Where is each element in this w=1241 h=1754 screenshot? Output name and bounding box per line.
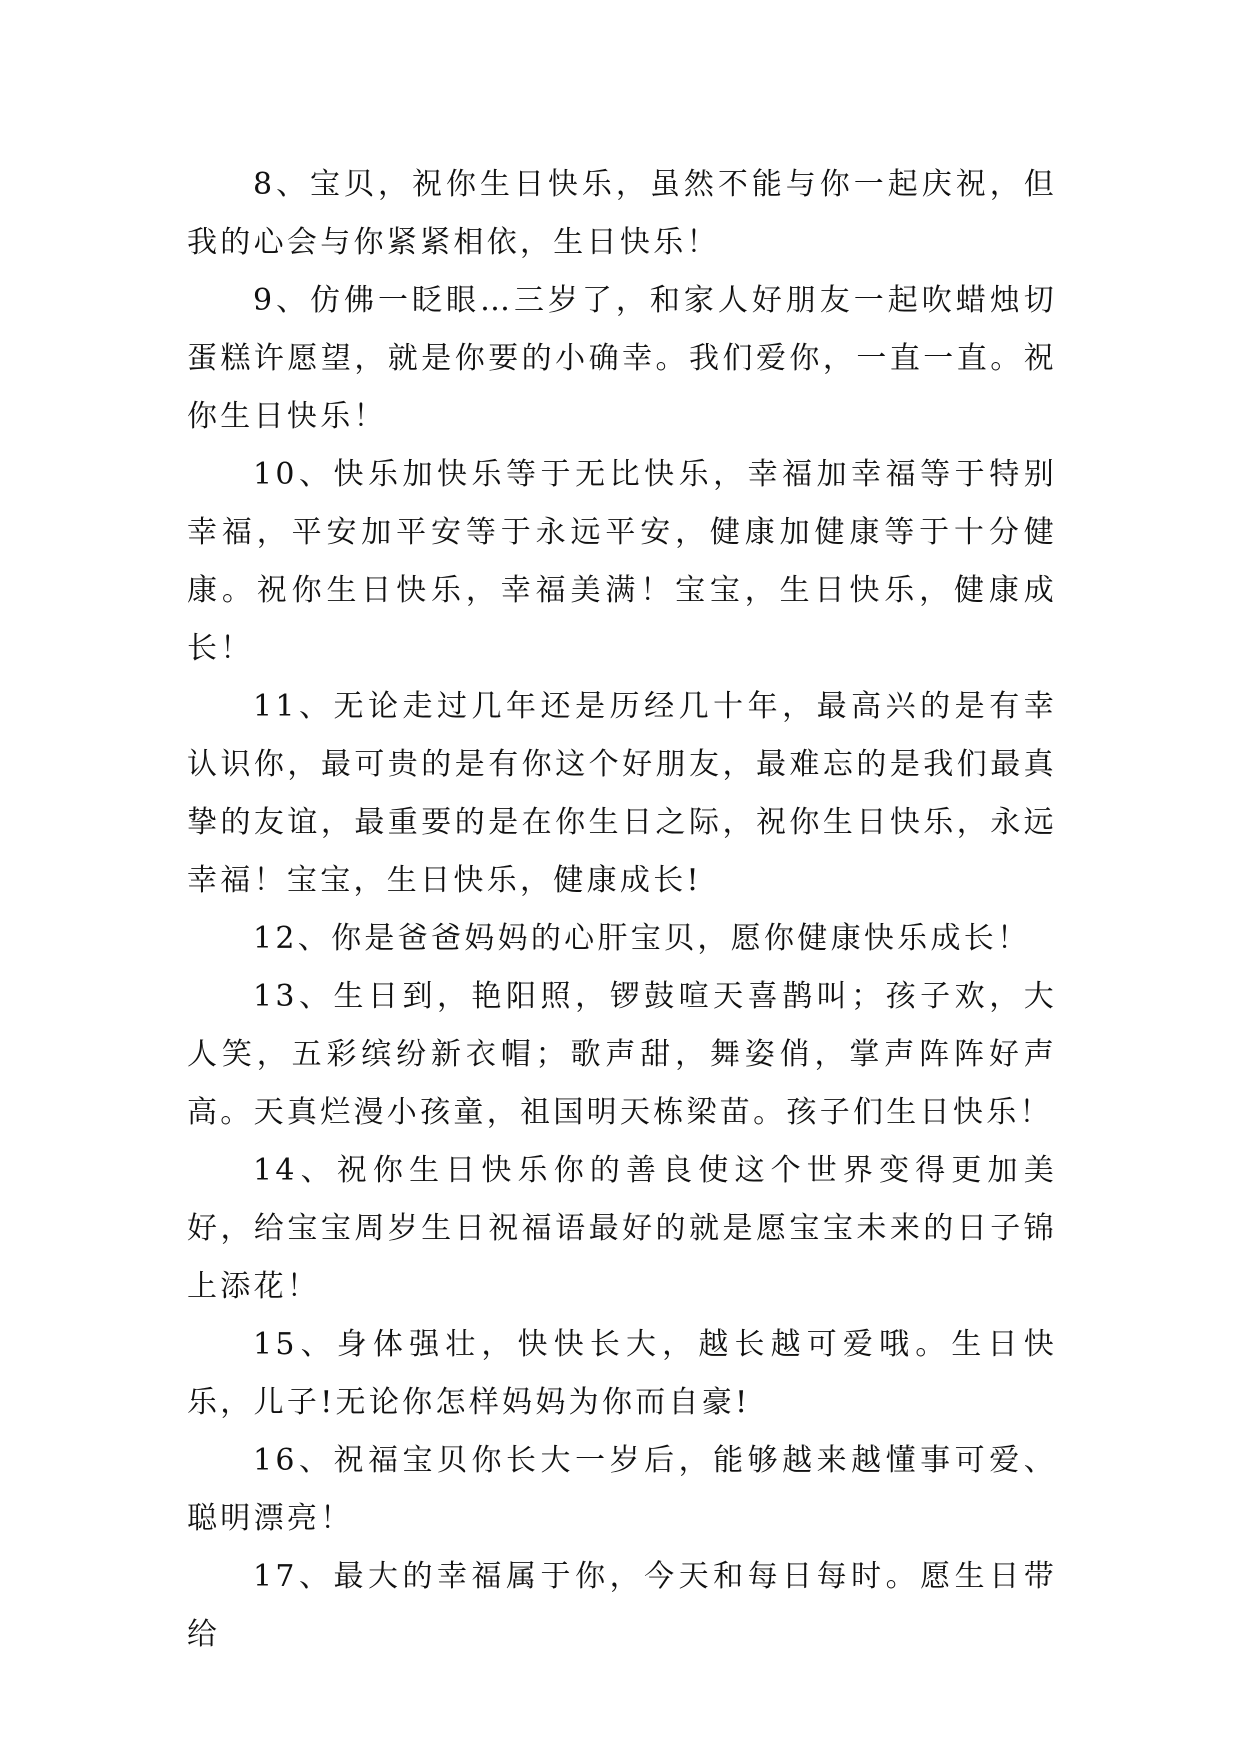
paragraph-item-8: 8、宝贝，祝你生日快乐，虽然不能与你一起庆祝，但我的心会与你紧紧相依，生日快乐！ [187, 167, 1057, 260]
paragraph-item-15: 15、身体强壮，快快长大，越长越可爱哦。生日快乐，儿子!无论你怎样妈妈为你而自豪! [187, 1327, 1057, 1420]
paragraph-item-9: 9、仿佛一眨眼…三岁了，和家人好朋友一起吹蜡烛切蛋糕许愿望，就是你要的小确幸。我们爱你，一直一直。祝你生日快乐！ [187, 283, 1057, 434]
paragraph-item-12: 12、你是爸爸妈妈的心肝宝贝，愿你健康快乐成长！ [253, 921, 1031, 956]
paragraph-item-14: 14、祝你生日快乐你的善良使这个世界变得更加美好，给宝宝周岁生日祝福语最好的就是愿宝宝未来的日子锦上添花！ [187, 1153, 1057, 1304]
paragraph-item-17: 17、最大的幸福属于你，今天和每日每时。愿生日带给 [187, 1559, 1057, 1652]
paragraph-item-10: 10、快乐加快乐等于无比快乐，幸福加幸福等于特别幸福，平安加平安等于永远平安，健康加健康等于十分健康。祝你生日快乐，幸福美满！宝宝，生日快乐，健康成长！ [187, 457, 1057, 666]
paragraph-item-16: 16、祝福宝贝你长大一岁后，能够越来越懂事可爱、聪明漂亮！ [187, 1443, 1057, 1536]
paragraph-item-11: 11、无论走过几年还是历经几十年，最高兴的是有幸认识你，最可贵的是有你这个好朋友，最难忘的是我们最真挚的友谊，最重要的是在你生日之际，祝你生日快乐，永远幸福！宝宝，生日快乐，健康成长! [187, 689, 1057, 898]
paragraph-item-13: 13、生日到，艳阳照，锣鼓喧天喜鹊叫；孩子欢，大人笑，五彩缤纷新衣帽；歌声甜，舞姿俏，掌声阵阵好声高。天真烂漫小孩童，祖国明天栋梁苗。孩子们生日快乐！ [187, 979, 1057, 1130]
document-body [187, 156, 1057, 1664]
